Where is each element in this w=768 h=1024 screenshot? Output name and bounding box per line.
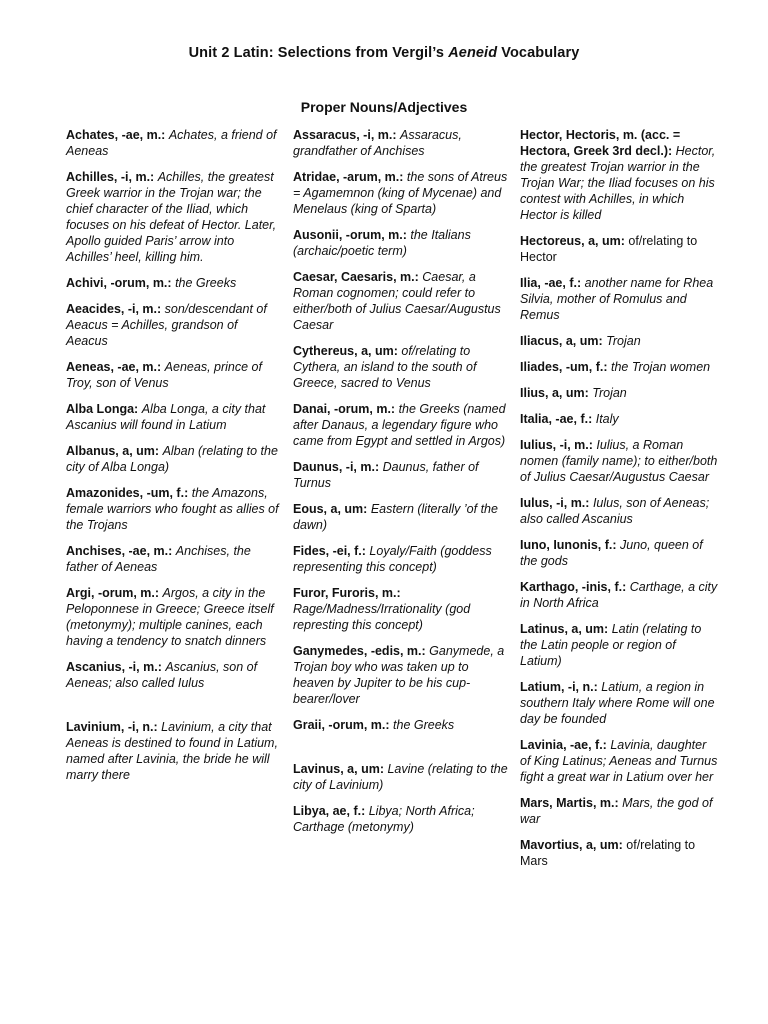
vocab-entry bbox=[520, 795, 720, 827]
headword: Libya, ae, f.: bbox=[293, 804, 366, 818]
headword: Graii, -orum, m.: bbox=[293, 718, 390, 732]
definition: Assaracus, grandfather of Anchises bbox=[293, 128, 462, 158]
headword: Cythereus, a, um: bbox=[293, 344, 398, 358]
headword: Hectoreus, a, um: bbox=[520, 234, 625, 248]
title-suffix-text: Vocabulary bbox=[497, 45, 580, 61]
vocab-entry bbox=[293, 459, 508, 491]
vocab-entry bbox=[520, 837, 720, 869]
definition: Loyaly/Faith (goddess representing this concept) bbox=[293, 544, 492, 574]
vocab-entry bbox=[520, 737, 720, 785]
definition: Eastern (literally ’of the dawn) bbox=[293, 502, 498, 532]
definition: Achates, a friend of Aeneas bbox=[66, 128, 277, 158]
definition: the Amazons, female warriors who fought as allies of the Trojans bbox=[66, 486, 279, 532]
definition: Mars, the god of war bbox=[520, 796, 713, 826]
headword: Achivi, -orum, m.: bbox=[66, 276, 172, 290]
definition: Carthage, a city in North Africa bbox=[520, 580, 718, 610]
vocab-entry bbox=[293, 803, 508, 835]
definition: of/relating to Cythera, an island to the south of Greece, sacred to Venus bbox=[293, 344, 477, 390]
vocab-entry bbox=[293, 761, 508, 793]
title-italic-text: Aeneid bbox=[448, 45, 498, 61]
headword: Ascanius, -i, m.: bbox=[66, 660, 162, 674]
vocab-entry bbox=[66, 169, 281, 265]
vocab-entry bbox=[66, 719, 281, 783]
headword: Argi, -orum, m.: bbox=[66, 586, 160, 600]
definition: Lavine (relating to the city of Lavinium) bbox=[293, 762, 508, 792]
vocab-entry bbox=[293, 643, 508, 707]
vocab-entry bbox=[293, 717, 508, 733]
vocab-column-2 bbox=[293, 127, 508, 845]
headword: Latinus, a, um: bbox=[520, 622, 609, 636]
definition: Libya; North Africa; Carthage (metonymy) bbox=[293, 804, 475, 834]
headword: Ilia, -ae, f.: bbox=[520, 276, 582, 290]
vocab-entry bbox=[66, 659, 281, 691]
headword: Iulus, -i, m.: bbox=[520, 496, 590, 510]
vocab-entry bbox=[520, 333, 720, 349]
headword: Albanus, a, um: bbox=[66, 444, 160, 458]
definition: Alba Longa, a city that Ascanius will found in Latium bbox=[66, 402, 266, 432]
vocab-entry bbox=[66, 127, 281, 159]
vocab-entry bbox=[66, 585, 281, 649]
title-text: Unit 2 Latin: Selections from Vergil’s bbox=[188, 45, 449, 61]
headword: Lavinus, a, um: bbox=[293, 762, 384, 776]
headword: Iliacus, a, um: bbox=[520, 334, 603, 348]
definition: Ganymede, a Trojan boy who was taken up to heaven by Jupiter to be his cup-bearer/lover bbox=[293, 644, 505, 706]
headword: Ilius, a, um: bbox=[520, 386, 589, 400]
definition: Achilles, the greatest Greek warrior in the Trojan war; the chief character of the Iliad, which focuses on his defeat of Hector. Later, Apollo guided Paris’ arrow into Achilles’ heel, killing him. bbox=[66, 170, 277, 264]
vocab-entry bbox=[293, 343, 508, 391]
headword: Iliades, -um, f.: bbox=[520, 360, 608, 374]
definition: the Greeks bbox=[175, 276, 237, 290]
vocab-entry bbox=[520, 579, 720, 611]
vocab-entry bbox=[520, 127, 720, 223]
vocab-entry bbox=[520, 385, 720, 401]
headword: Assaracus, -i, m.: bbox=[293, 128, 397, 142]
definition: Caesar, a Roman cognomen; could refer to either/both of Julius Caesar/Augustus Caesar bbox=[293, 270, 501, 332]
definition: Hector, the greatest Trojan warrior in the Trojan War; the Iliad focuses on his contest with Achilles, in which Hector is killed bbox=[520, 144, 716, 222]
definition: Alban (relating to the city of Alba Longa) bbox=[66, 444, 278, 474]
vocab-entry bbox=[66, 359, 281, 391]
headword: Eous, a, um: bbox=[293, 502, 368, 516]
definition: the sons of Atreus = Agamemnon (king of Mycenae) and Menelaus (king of Sparta) bbox=[293, 170, 508, 216]
vocab-column-3 bbox=[520, 127, 720, 879]
definition: the Greeks (named after Danaus, a legendary figure who came from Egypt and settled in Argos) bbox=[293, 402, 506, 448]
headword: Mars, Martis, m.: bbox=[520, 796, 619, 810]
headword: Aeneas, -ae, m.: bbox=[66, 360, 162, 374]
definition: Lavinia, daughter of King Latinus; Aeneas and Turnus fight a great war in Latium over her bbox=[520, 738, 718, 784]
headword: Caesar, Caesaris, m.: bbox=[293, 270, 419, 284]
vocab-entry bbox=[66, 543, 281, 575]
headword: Hector, Hectoris, m. (acc. = Hectora, Greek 3rd decl.): bbox=[520, 128, 681, 158]
definition: son/descendant of Aeacus = Achilles, grandson of Aeacus bbox=[66, 302, 267, 348]
definition: the Greeks bbox=[393, 718, 455, 732]
headword: Daunus, -i, m.: bbox=[293, 460, 380, 474]
headword: Lavinium, -i, n.: bbox=[66, 720, 158, 734]
definition: another name for Rhea Silvia, mother of Romulus and Remus bbox=[520, 276, 714, 322]
vocab-entry bbox=[293, 169, 508, 217]
vocab-entry bbox=[293, 269, 508, 333]
definition: the Trojan women bbox=[611, 360, 711, 374]
headword: Italia, -ae, f.: bbox=[520, 412, 593, 426]
vocab-column-1 bbox=[66, 127, 281, 793]
vocab-entry bbox=[520, 359, 720, 375]
definition: Trojan bbox=[592, 386, 627, 400]
vocab-entry bbox=[293, 127, 508, 159]
definition: Rage/Madness/Irrationality (god represting this concept) bbox=[293, 602, 471, 632]
vocab-entry bbox=[66, 485, 281, 533]
headword: Achates, -ae, m.: bbox=[66, 128, 166, 142]
headword: Anchises, -ae, m.: bbox=[66, 544, 173, 558]
section-title: Proper Nouns/Adjectives bbox=[300, 99, 468, 115]
definition: Latium, a region in southern Italy where Rome will one day be founded bbox=[520, 680, 715, 726]
headword: Aeacides, -i, m.: bbox=[66, 302, 162, 316]
vocab-entry bbox=[293, 227, 508, 259]
headword: Danai, -orum, m.: bbox=[293, 402, 396, 416]
headword: Lavinia, -ae, f.: bbox=[520, 738, 607, 752]
definition: Aeneas, prince of Troy, son of Venus bbox=[66, 360, 262, 390]
vocab-entry bbox=[520, 495, 720, 527]
vocab-entry bbox=[293, 501, 508, 533]
vocab-entry bbox=[293, 401, 508, 449]
headword: Iulius, -i, m.: bbox=[520, 438, 593, 452]
headword: Mavortius, a, um: bbox=[520, 838, 623, 852]
vocab-entry bbox=[66, 275, 281, 291]
definition: Trojan bbox=[606, 334, 641, 348]
headword: Latium, -i, n.: bbox=[520, 680, 598, 694]
definition: the Italians (archaic/poetic term) bbox=[293, 228, 471, 258]
definition: Daunus, father of Turnus bbox=[293, 460, 479, 490]
definition: Anchises, the father of Aeneas bbox=[66, 544, 251, 574]
vocab-entry bbox=[520, 411, 720, 427]
definition: Juno, queen of the gods bbox=[520, 538, 703, 568]
definition: Lavinium, a city that Aeneas is destined to found in Latium, named after Lavinia, the bride he will marry there bbox=[66, 720, 278, 782]
page-title bbox=[0, 45, 768, 61]
vocab-entry bbox=[520, 537, 720, 569]
definition: of/relating to Mars bbox=[520, 838, 696, 868]
vocab-entry bbox=[520, 679, 720, 727]
definition: of/relating to Hector bbox=[520, 234, 698, 264]
vocab-entry bbox=[66, 301, 281, 349]
headword: Amazonides, -um, f.: bbox=[66, 486, 189, 500]
vocab-entry bbox=[293, 543, 508, 575]
vocab-entry bbox=[520, 233, 720, 265]
vocab-entry bbox=[520, 437, 720, 485]
definition: Iulus, son of Aeneas; also called Ascanius bbox=[520, 496, 710, 526]
headword: Alba Longa: bbox=[66, 402, 139, 416]
definition: Latin (relating to the Latin people or region of Latium) bbox=[520, 622, 702, 668]
definition: Iulius, a Roman nomen (family name); to either/both of Julius Caesar/Augustus Caesar bbox=[520, 438, 718, 484]
definition: Ascanius, son of Aeneas; also called Iulus bbox=[66, 660, 258, 690]
headword: Iuno, Iunonis, f.: bbox=[520, 538, 617, 552]
headword: Karthago, -inis, f.: bbox=[520, 580, 627, 594]
headword: Fides, -ei, f.: bbox=[293, 544, 366, 558]
headword: Ausonii, -orum, m.: bbox=[293, 228, 407, 242]
definition: Italy bbox=[595, 412, 619, 426]
headword: Atridae, -arum, m.: bbox=[293, 170, 404, 184]
headword: Achilles, -i, m.: bbox=[66, 170, 155, 184]
headword: Furor, Furoris, m.: bbox=[293, 586, 401, 600]
vocab-entry bbox=[520, 275, 720, 323]
vocab-entry bbox=[66, 443, 281, 475]
definition: Argos, a city in the Peloponnese in Greece; Greece itself (metonymy); multiple canines, each having a tendency to snatch dinners bbox=[66, 586, 274, 648]
headword: Ganymedes, -edis, m.: bbox=[293, 644, 426, 658]
vocab-entry bbox=[66, 401, 281, 433]
vocab-entry bbox=[520, 621, 720, 669]
vocab-entry bbox=[293, 585, 508, 633]
